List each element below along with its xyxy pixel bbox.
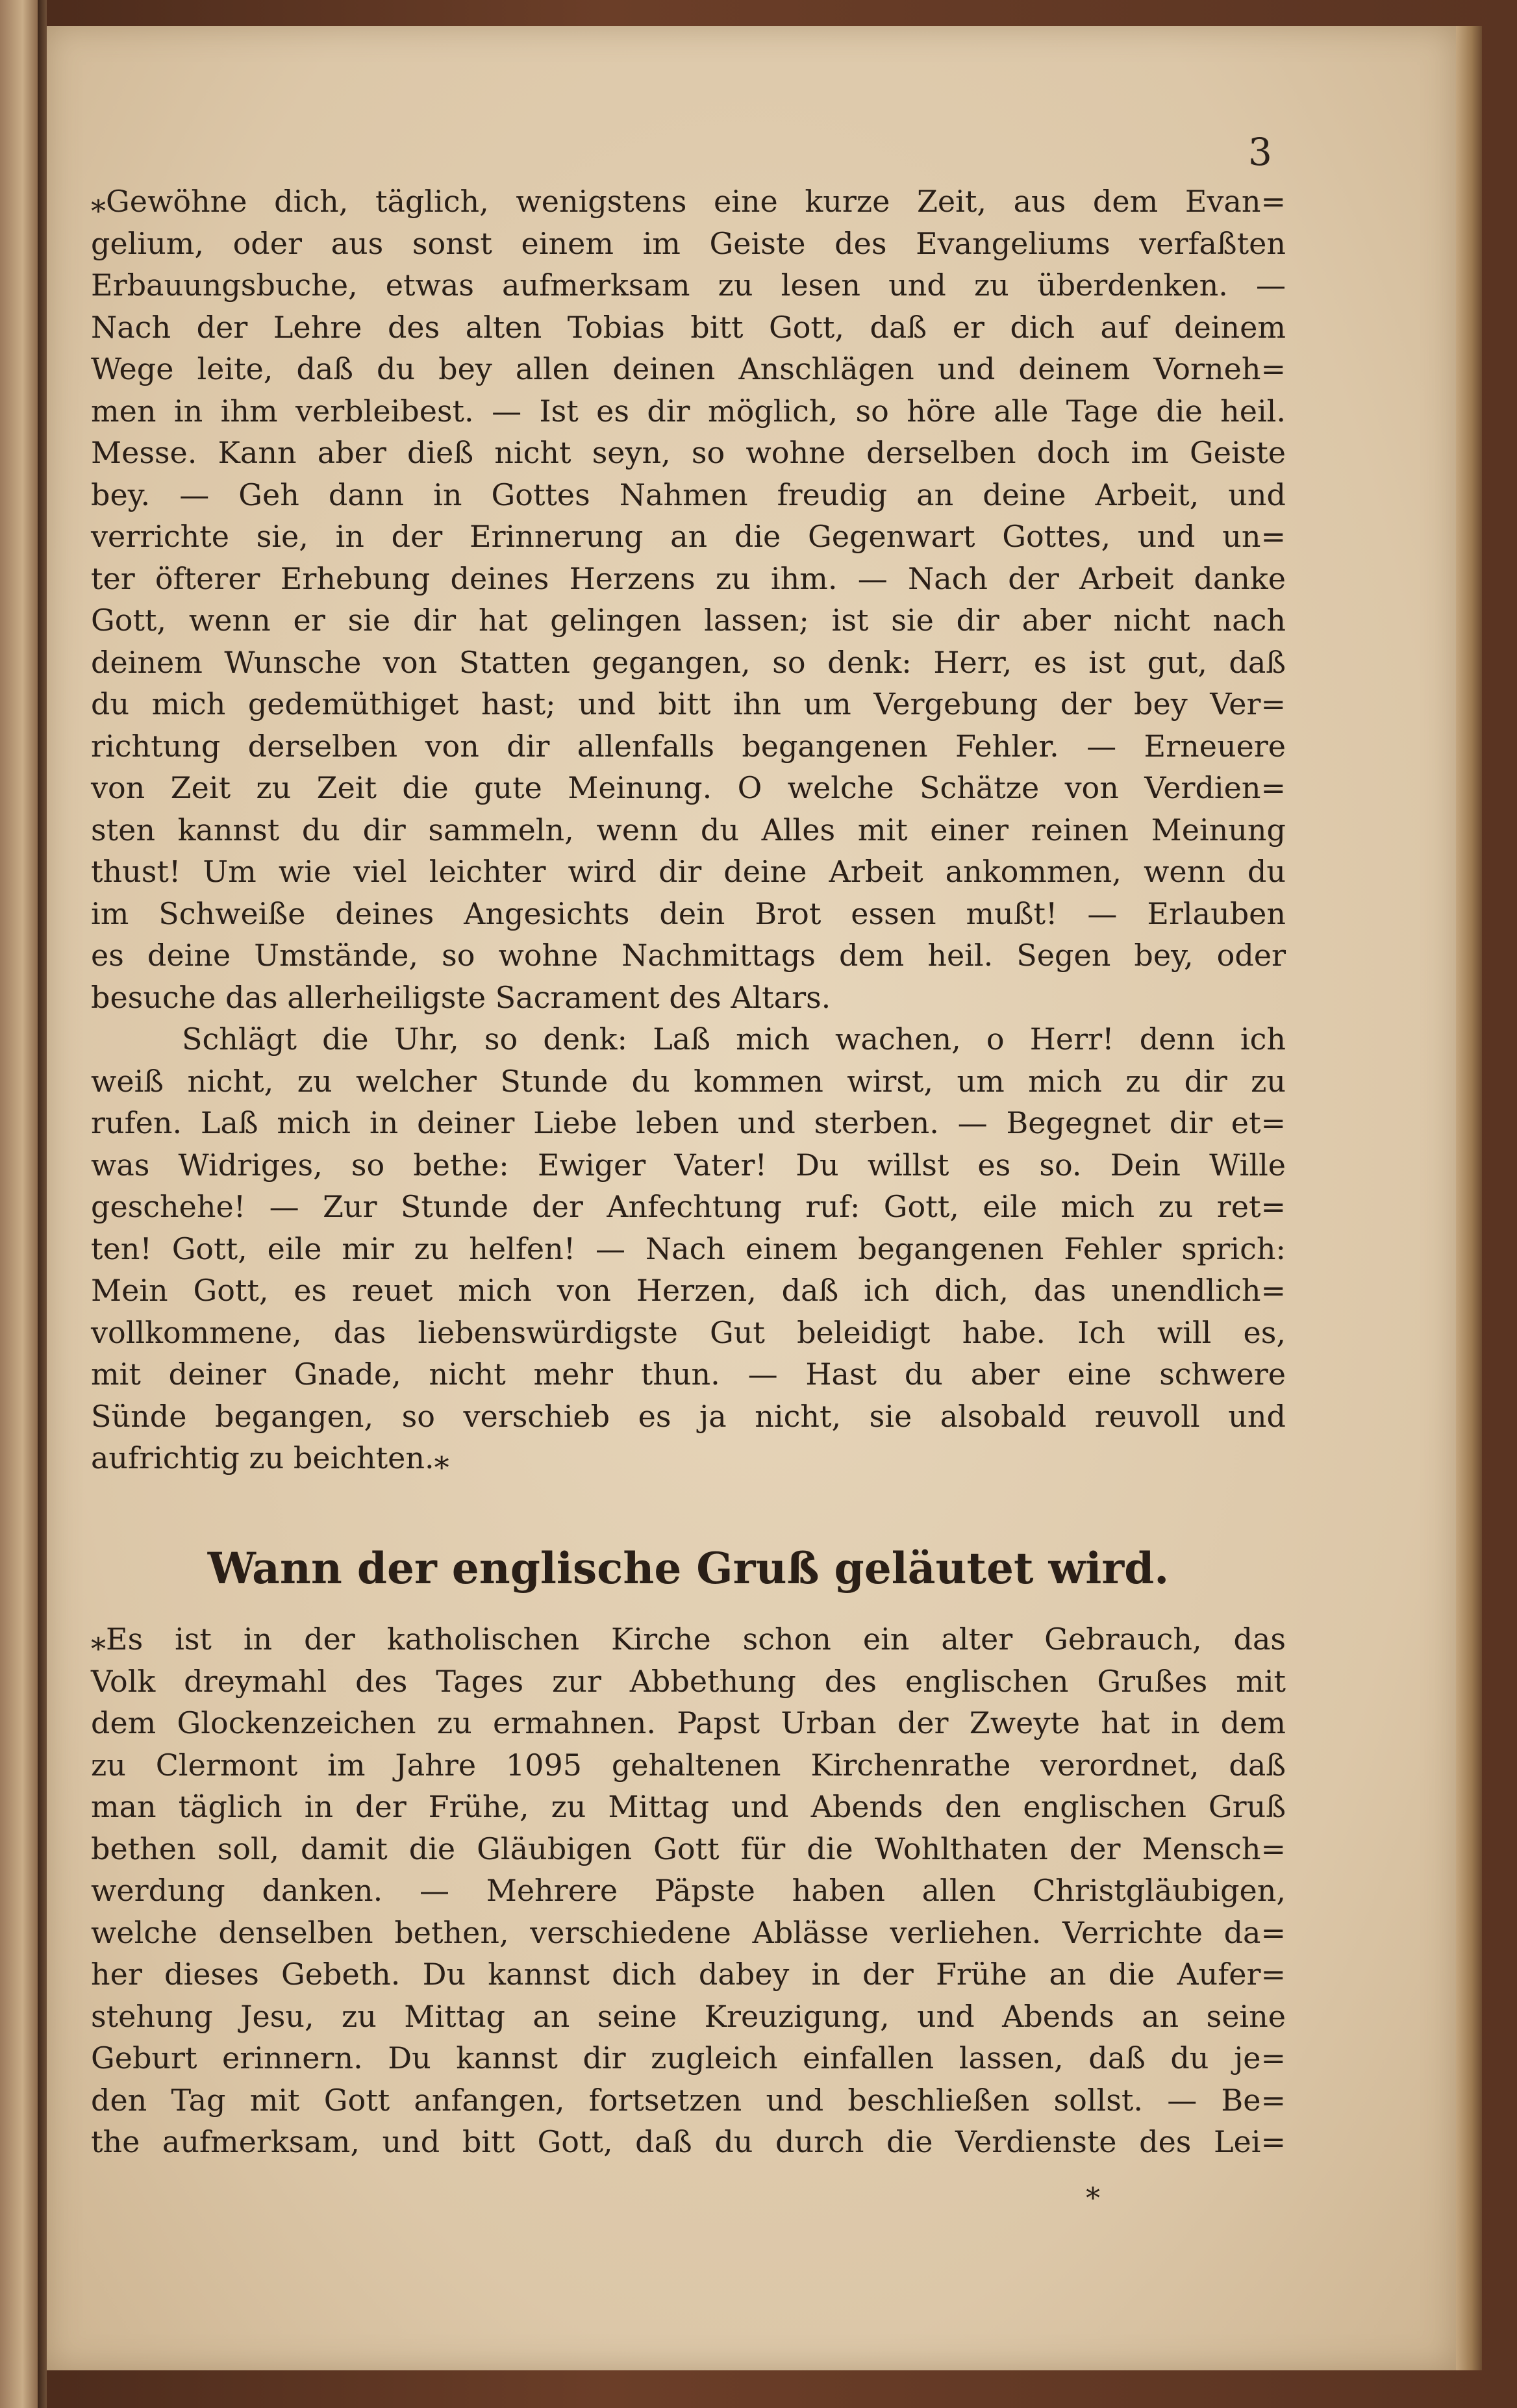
text-line: the aufmerksam, und bitt Gott, daß du durch die Verdienste des Lei= [91,2124,1286,2159]
text-line: men in ihm verbleibest. — Ist es dir möglich, so höre alle Tage die heil. [91,393,1286,429]
text-line: Sünde begangen, so verschieb es ja nicht, sie alsobald reuvoll und [91,1398,1286,1434]
text-line: ⁎Es ist in der katholischen Kirche schon ein alter Gebrauch, das [91,1622,1286,1657]
text-line: deinem Wunsche von Statten gegangen, so denk: Herr, es ist gut, daß [91,644,1286,680]
text-line: her dieses Gebeth. Du kannst dich dabey in der Frühe an die Aufer= [91,1957,1286,1992]
text-line: im Schweiße deines Angesichts dein Brot essen mußt! — Erlauben [91,896,1286,931]
text-line: es deine Umstände, so wohne Nachmittags dem heil. Segen bey, oder [91,938,1286,973]
text-line: besuche das allerheiligste Sacrament des Altars. [91,979,831,1015]
text-line: ter öfterer Erhebung deines Herzens zu ihm. — Nach der Arbeit danke [91,560,1286,596]
text-line: aufrichtig zu beichten.⁎ [91,1440,449,1475]
text-line: sten kannst du dir sammeln, wenn du Alles mit einer reinen Meinung [91,812,1286,847]
text-line: verrichte sie, in der Erinnerung an die Gegenwart Gottes, und un= [91,519,1286,554]
text-line: Schlägt die Uhr, so denk: Laß mich wachen, o Herr! denn ich [182,1022,1286,1057]
text-line: bethen soll, damit die Gläubigen Gott für die Wohlthaten der Mensch= [91,1831,1286,1866]
text-line: Nach der Lehre des alten Tobias bitt Gott, daß er dich auf deinem [91,309,1286,345]
facing-page-edge [0,0,38,2408]
text-line: gelium, oder aus sonst einem im Geiste des Evangeliums verfaßten [91,225,1286,261]
section-heading: Wann der englische Gruß geläutet wird. [207,1543,1170,1594]
text-line: Geburt erinnern. Du kannst dir zugleich einfallen lassen, daß du je= [91,2040,1286,2076]
text-line: rufen. Laß mich in deiner Liebe leben und sterben. — Begegnet dir et= [91,1105,1286,1140]
catchword-asterisk: * [1086,2182,1100,2215]
text-line: den Tag mit Gott anfangen, fortsetzen und beschließen sollst. — Be= [91,2082,1286,2118]
page-number: 3 [1248,130,1272,174]
text-line: Gott, wenn er sie dir hat gelingen lassen; ist sie dir aber nicht nach [91,603,1286,638]
text-line: ⁎Gewöhne dich, täglich, wenigstens eine kurze Zeit, aus dem Evan= [91,184,1286,219]
text-line: dem Glockenzeichen zu ermahnen. Papst Urban der Zweyte hat in dem [91,1705,1286,1740]
text-line: mit deiner Gnade, nicht mehr thun. — Hast du aber eine schwere [91,1357,1286,1392]
text-line: geschehe! — Zur Stunde der Anfechtung ruf: Gott, eile mich zu ret= [91,1189,1286,1224]
text-line: was Widriges, so bethe: Ewiger Vater! Du willst es so. Dein Wille [91,1147,1286,1183]
text-line: werdung danken. — Mehrere Päpste haben allen Christgläubigen, [91,1873,1286,1908]
text-line: thust! Um wie viel leichter wird dir deine Arbeit ankommen, wenn du [91,854,1286,889]
text-line: welche denselben bethen, verschiedene Ablässe verliehen. Verrichte da= [91,1914,1286,1950]
text-line: stehung Jesu, zu Mittag an seine Kreuzigung, und Abends an seine [91,1998,1286,2034]
text-line: man täglich in der Frühe, zu Mittag und Abends den englischen Gruß [91,1789,1286,1824]
text-line: zu Clermont im Jahre 1095 gehaltenen Kirchenrathe verordnet, daß [91,1747,1286,1783]
text-line: ten! Gott, eile mir zu helfen! — Nach einem begangenen Fehler sprich: [91,1231,1286,1266]
text-line: Messe. Kann aber dieß nicht seyn, so wohne derselben doch im Geiste [91,435,1286,470]
paragraph-daily-devotion [91,181,1286,1479]
text-line: Mein Gott, es reuet mich von Herzen, daß ich dich, das unendlich= [91,1273,1286,1308]
page-edge-right [1456,26,1482,2370]
text-line: Wege leite, daß du bey allen deinen Anschlägen und deinem Vorneh= [91,351,1286,386]
text-line: Volk dreymahl des Tages zur Abbethung des englischen Grußes mit [91,1663,1286,1699]
text-line: bey. — Geh dann in Gottes Nahmen freudig an deine Arbeit, und [91,477,1286,512]
text-line: von Zeit zu Zeit die gute Meinung. O welche Schätze von Verdien= [91,770,1286,805]
text-line: Erbauungsbuche, etwas aufmerksam zu lesen und zu überdenken. — [91,268,1286,303]
book-gutter [38,0,47,2408]
text-line: du mich gedemüthiget hast; und bitt ihn um Vergebung der bey Ver= [91,686,1286,721]
text-line: richtung derselben von dir allenfalls begangenen Fehler. — Erneuere [91,728,1286,764]
text-line: weiß nicht, zu welcher Stunde du kommen wirst, um mich zu dir zu [91,1063,1286,1099]
paragraph-angelus [91,1618,1286,2163]
text-line: vollkommene, das liebenswürdigste Gut beleidigt habe. Ich will es, [91,1314,1286,1350]
